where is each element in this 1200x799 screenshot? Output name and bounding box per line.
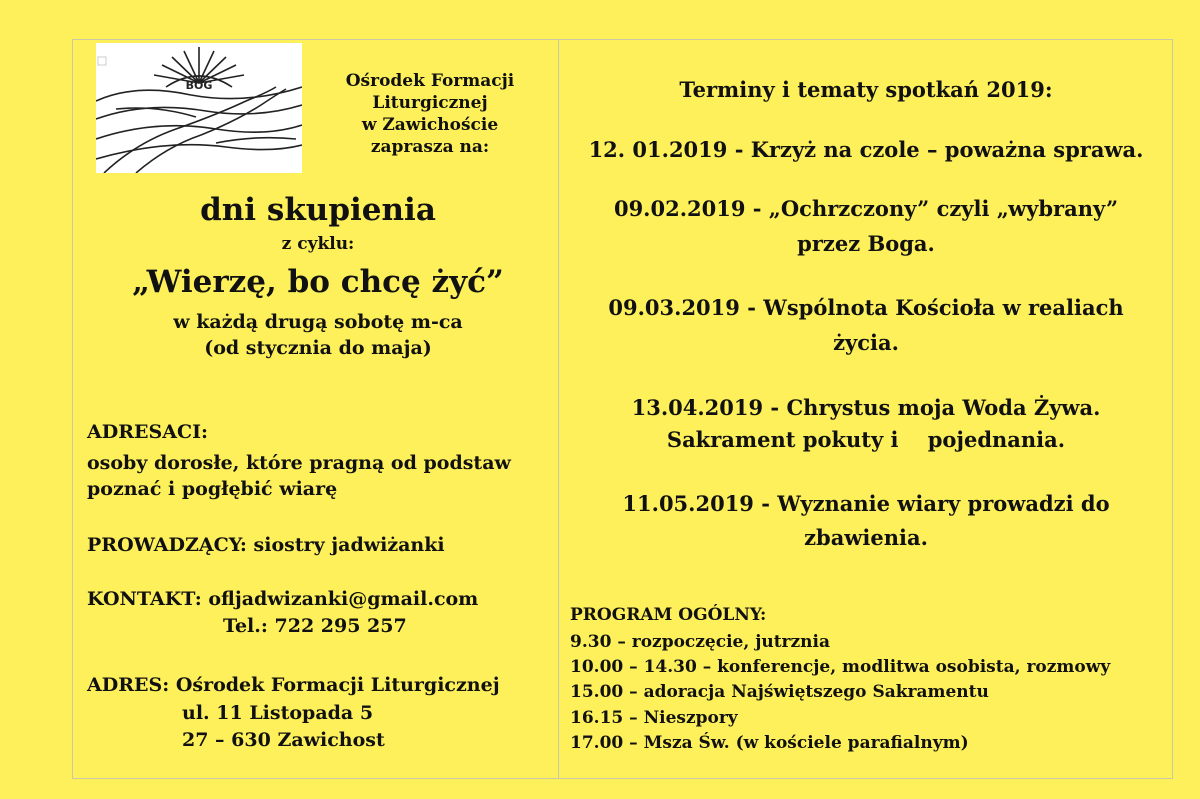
program-item: 16.15 – Nieszpory xyxy=(570,708,738,728)
svg-text:BÓG: BÓG xyxy=(185,79,213,92)
meeting-item-4-line-1: 13.04.2019 - Chrystus moja Woda Żywa. xyxy=(631,395,1101,420)
program-item: 17.00 – Msza Św. (w kościele parafialnym) xyxy=(570,733,969,753)
address-line-2: ul. 11 Listopada 5 xyxy=(182,702,374,724)
recipients-line-2: poznać i pogłębić wiarę xyxy=(87,478,338,500)
leaders-info: PROWADZĄCY: siostry jadwiżanki xyxy=(87,534,445,556)
organizer-line-2: Liturgicznej xyxy=(372,93,488,113)
meeting-item-5-line-1: 11.05.2019 - Wyznanie wiary prowadzi do xyxy=(622,491,1110,516)
address-line-3: 27 – 630 Zawichost xyxy=(182,729,385,751)
organizer-line-1: Ośrodek Formacji xyxy=(345,71,515,91)
meeting-item-2-line-1: 09.02.2019 - „Ochrzczony” czyli „wybrany” xyxy=(613,196,1119,221)
program-item: 10.00 – 14.30 – konferencje, modlitwa osobista, rozmowy xyxy=(570,657,1111,677)
sun-road-illustration xyxy=(96,43,302,173)
meeting-item-3-line-1: 09.03.2019 - Wspólnota Kościoła w realiach xyxy=(608,295,1124,320)
recipients-title: ADRESACI: xyxy=(87,421,208,443)
cycle-motto: „Wierzę, bo chcę żyć” xyxy=(132,264,504,300)
organizer-line-4: zaprasza na: xyxy=(370,137,490,157)
contact-phone: Tel.: 722 295 257 xyxy=(223,615,407,637)
cycle-label: z cyklu: xyxy=(281,234,355,254)
meeting-item-3-line-2: życia. xyxy=(833,330,899,355)
organizer-line-3: w Zawichoście xyxy=(361,115,499,135)
schedule-line-1: w każdą drugą sobotę m-ca xyxy=(173,311,463,333)
column-divider xyxy=(558,39,559,779)
meetings-heading: Terminy i tematy spotkań 2019: xyxy=(679,77,1053,102)
event-heading: dni skupienia xyxy=(200,192,436,228)
logo-image xyxy=(96,43,302,173)
meeting-item-2-line-2: przez Boga. xyxy=(797,231,935,256)
recipients-line-1: osoby dorosłe, które pragną od podstaw xyxy=(87,452,511,474)
contact-email: KONTAKT: ofljadwizanki@gmail.com xyxy=(87,588,479,610)
address-line-1: ADRES: Ośrodek Formacji Liturgicznej xyxy=(87,674,500,696)
meeting-item-4-line-2: Sakrament pokuty i pojednania. xyxy=(666,427,1066,452)
schedule-line-2: (od stycznia do maja) xyxy=(204,337,432,359)
program-item: 15.00 – adoracja Najświętszego Sakramentu xyxy=(570,682,989,702)
meeting-item-5-line-2: zbawienia. xyxy=(804,525,928,550)
program-item: 9.30 – rozpoczęcie, jutrznia xyxy=(570,632,831,652)
program-title: PROGRAM OGÓLNY: xyxy=(570,605,767,625)
meeting-item-1: 12. 01.2019 - Krzyż na czole – poważna sprawa. xyxy=(588,137,1144,162)
